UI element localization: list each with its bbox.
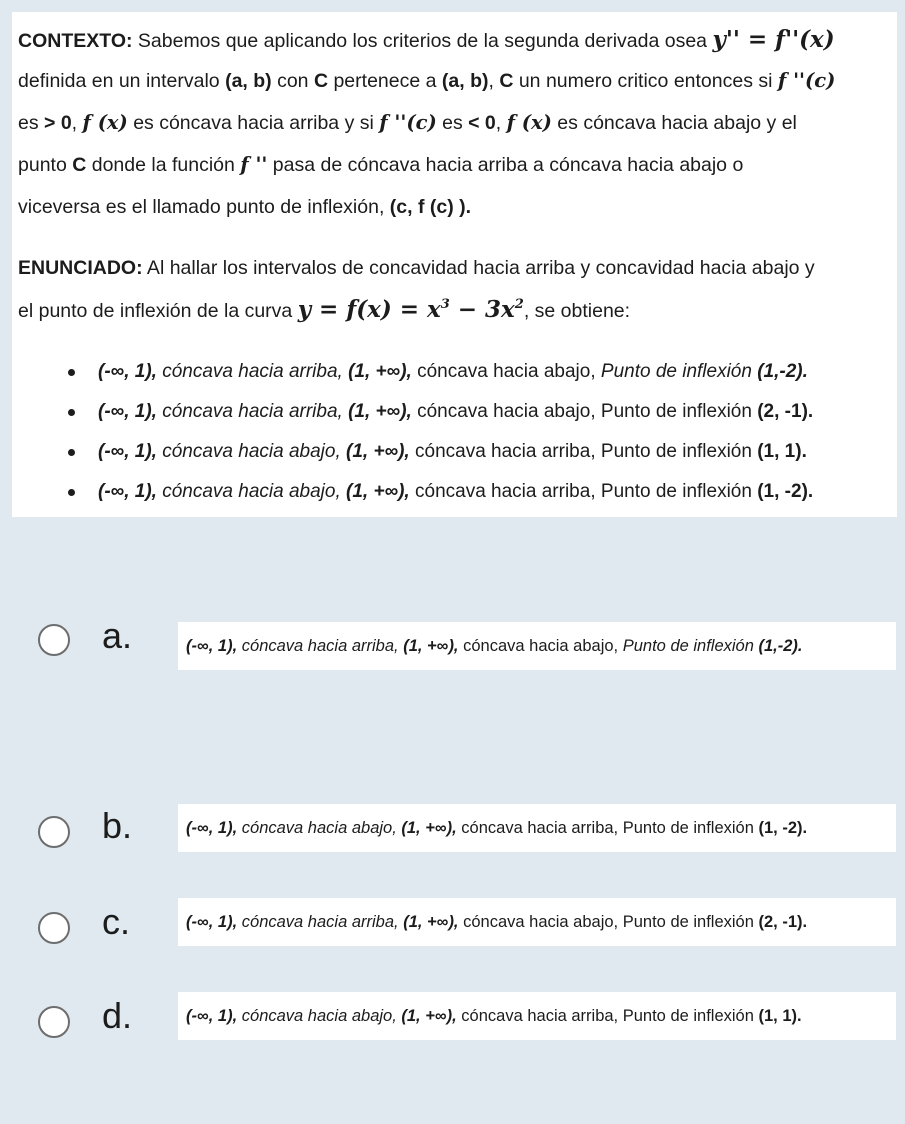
option-text-box[interactable]: (-∞, 1), cóncava hacia abajo, (1, +∞), cóncava hacia arriba, Punto de inflexión (1, 1). bbox=[178, 992, 896, 1040]
radio-option-c[interactable] bbox=[38, 912, 70, 944]
radio-option-b[interactable] bbox=[38, 816, 70, 848]
bullet-dot-icon bbox=[68, 369, 75, 376]
option-letter: a. bbox=[102, 615, 133, 656]
radio-option-a[interactable] bbox=[38, 624, 70, 656]
list-item: (-∞, 1), cóncava hacia arriba, (1, +∞), cóncava hacia abajo, Punto de inflexión (1,-2). bbox=[68, 357, 888, 387]
list-item: (-∞, 1), cóncava hacia arriba, (1, +∞), cóncava hacia abajo, Punto de inflexión (2, -1). bbox=[68, 397, 888, 427]
contexto-line-5: viceversa es el llamado punto de inflexión, (c, f (c) ). bbox=[18, 196, 472, 218]
option-a[interactable] bbox=[0, 612, 905, 672]
radio-option-d[interactable] bbox=[38, 1006, 70, 1038]
contexto-line-4: punto C donde la función f '' pasa de cóncava hacia arriba a cóncava hacia abajo o bbox=[18, 153, 744, 176]
bullet-dot-icon bbox=[68, 409, 75, 416]
enunciado-line-2: el punto de inflexión de la curva $y = f(x) = x^3 - 3x^2$, se obtiene: bbox=[18, 296, 631, 323]
option-b[interactable] bbox=[0, 800, 905, 860]
contexto-line-3: es > 0, f (x) es cóncava hacia arriba y si f ''(c) es < 0, f (x) es cóncava hacia abajo y el bbox=[18, 111, 797, 134]
bullet-dot-icon bbox=[68, 489, 75, 496]
contexto-label: CONTEXTO: bbox=[18, 30, 133, 52]
option-text-box[interactable]: (-∞, 1), cóncava hacia abajo, (1, +∞), cóncava hacia arriba, Punto de inflexión (1, -2). bbox=[178, 804, 896, 852]
list-item: (-∞, 1), cóncava hacia abajo, (1, +∞), cóncava hacia arriba, Punto de inflexión (1, -2). bbox=[68, 477, 888, 507]
option-c[interactable] bbox=[0, 896, 905, 956]
option-letter: b. bbox=[102, 805, 133, 846]
enunciado-line-1: ENUNCIADO: Al hallar los intervalos de concavidad hacia arriba y concavidad hacia abajo y bbox=[18, 257, 815, 279]
question-card bbox=[12, 12, 897, 517]
bullet-dot-icon bbox=[68, 449, 75, 456]
option-letter: d. bbox=[102, 995, 133, 1036]
contexto-line-1: CONTEXTO: Sabemos que aplicando los criterios de la segunda derivada osea y'' = f''(x) bbox=[18, 26, 835, 53]
option-d[interactable] bbox=[0, 990, 905, 1050]
list-item: (-∞, 1), cóncava hacia abajo, (1, +∞), cóncava hacia arriba, Punto de inflexión (1, 1). bbox=[68, 437, 888, 467]
option-text-box[interactable]: (-∞, 1), cóncava hacia arriba, (1, +∞), cóncava hacia abajo, Punto de inflexión (2, -1). bbox=[178, 898, 896, 946]
option-text-box[interactable]: (-∞, 1), cóncava hacia arriba, (1, +∞), cóncava hacia abajo, Punto de inflexión (1,-2). bbox=[178, 622, 896, 670]
contexto-line-2: definida en un intervalo (a, b) con C pertenece a (a, b), C un numero critico entonces si f ''(c) bbox=[18, 69, 836, 92]
option-letter: c. bbox=[102, 901, 131, 942]
enunciado-label: ENUNCIADO: bbox=[18, 257, 143, 279]
